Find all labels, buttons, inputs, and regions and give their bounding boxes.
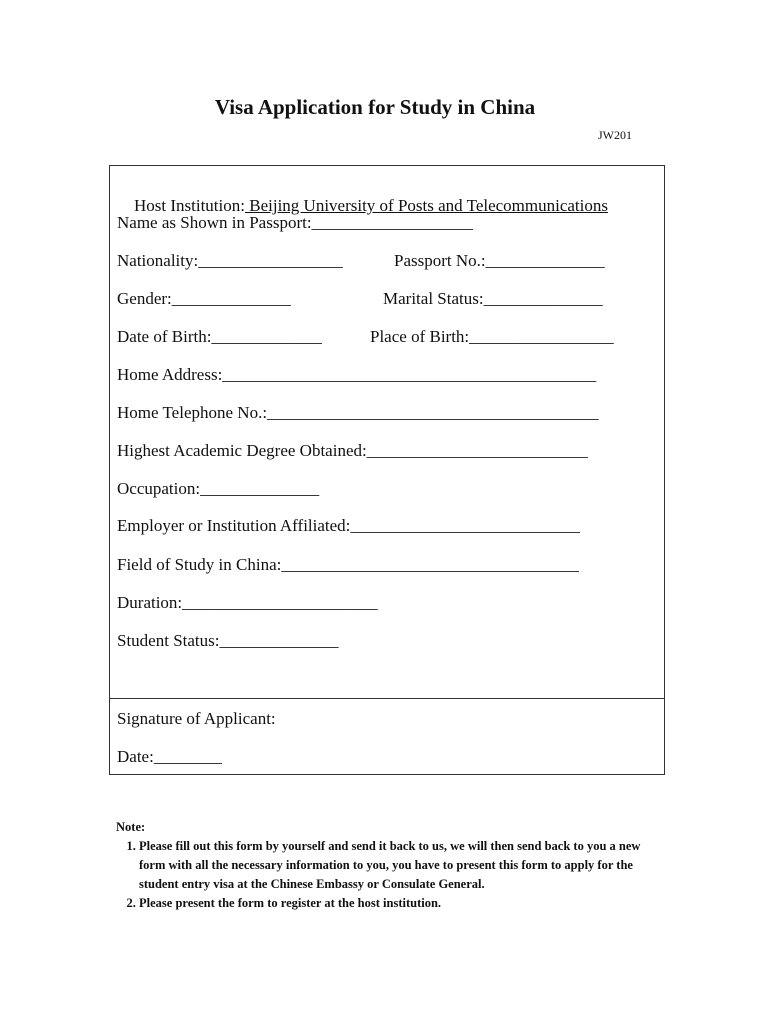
signature-divider [110, 698, 664, 699]
highest-degree-field[interactable]: Highest Academic Degree Obtained:__________________________ [117, 441, 588, 460]
occupation-field[interactable]: Occupation:______________ [117, 479, 320, 498]
application-form [109, 165, 665, 775]
nationality-field[interactable]: Nationality:_________________ [117, 251, 343, 270]
form-code: JW201 [598, 128, 632, 142]
signature-field[interactable]: Signature of Applicant: [117, 709, 276, 728]
duration-field[interactable]: Duration:_______________________ [117, 593, 378, 612]
name-passport-field[interactable]: Name as Shown in Passport:___________________ [117, 213, 474, 232]
passport-no-field[interactable]: Passport No.:______________ [394, 251, 605, 270]
note-item: 1. Please fill out this form by yourself and send it back to us, we will then send back to you a new form with all the necessary information to you, you have to present this form to apply for the student entry visa at the Chinese Embassy or Consulate General. [139, 837, 661, 894]
place-of-birth-field[interactable]: Place of Birth:_________________ [370, 327, 614, 346]
note-list [116, 837, 661, 913]
page-title: Visa Application for Study in China [214, 95, 536, 119]
date-of-birth-field[interactable]: Date of Birth:_____________ [117, 327, 322, 346]
marital-status-field[interactable]: Marital Status:______________ [383, 289, 603, 308]
home-address-field[interactable]: Home Address:____________________________________________ [117, 365, 597, 384]
host-institution-value[interactable]: Beijing University of Posts and Telecommunications [244, 196, 608, 215]
date-field[interactable]: Date:________ [117, 747, 222, 766]
employer-field[interactable]: Employer or Institution Affiliated:___________________________ [117, 516, 580, 535]
note-title: Note: [116, 820, 146, 834]
home-telephone-field[interactable]: Home Telephone No.:_______________________________________ [117, 403, 599, 422]
note-item: 2. Please present the form to register at the host institution. [139, 894, 661, 913]
note-section [116, 818, 661, 913]
student-status-field[interactable]: Student Status:______________ [117, 631, 339, 650]
host-institution-label: Host Institution: [134, 196, 245, 215]
gender-field[interactable]: Gender:______________ [117, 289, 291, 308]
field-of-study-field[interactable]: Field of Study in China:___________________________________ [117, 555, 579, 574]
